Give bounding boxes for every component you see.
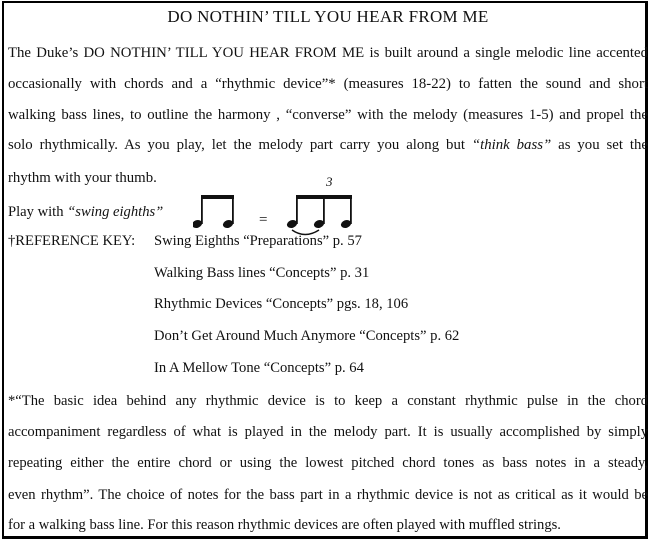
footnote-line-3: repeating either the entire chord or using the lowest pitched chord tones as bass notes in a steady, — [8, 455, 648, 471]
intro-line-5: rhythm with your thumb. — [8, 170, 157, 186]
footnote-line-5: for a walking bass line. For this reason rhythmic devices are often played with muffled strings. — [8, 517, 561, 533]
reference-key-heading: †REFERENCE KEY: — [8, 233, 136, 249]
reference-item: Walking Bass lines “Concepts” p. 31 — [154, 265, 370, 281]
swing-eighths-notation — [193, 193, 373, 238]
triplet-icon — [286, 195, 352, 235]
reference-item: Rhythmic Devices “Concepts” pgs. 18, 106 — [154, 296, 409, 312]
intro-line-4 — [8, 137, 648, 154]
intro-line-4-c: as you set the — [551, 137, 648, 153]
intro-line-2: occasionally with chords and a “rhythmic device”* (measures 18-22) to fatten the sound and short — [8, 76, 648, 92]
think-bass-phrase: “think bass” — [471, 137, 552, 153]
page-title: DO NOTHIN’ TILL YOU HEAR FROM ME — [167, 7, 489, 26]
reference-item: Swing Eighths “Preparations” p. 57 — [154, 233, 362, 249]
equals-sign: = — [259, 212, 268, 228]
triplet-number: 3 — [326, 174, 333, 189]
footnote-line-4: even rhythm”. The choice of notes for the bass part in a rhythmic device is not as critical as it would be — [8, 487, 648, 503]
swing-label — [8, 204, 163, 221]
beamed-eighths-icon — [193, 195, 234, 229]
footnote-line-2: accompaniment regardless of what is played in the melody part. It is usually accomplished by simply — [8, 424, 648, 440]
footnote-line-1: *“The basic idea behind any rhythmic device is to keep a constant rhythmic pulse in the chord — [8, 393, 648, 409]
intro-line-1: The Duke’s DO NOTHIN’ TILL YOU HEAR FROM ME is built around a single melodic line accented — [8, 45, 648, 61]
intro-line-3: walking bass lines, to outline the harmony , “converse” with the melody (measures 1-5) and propel the — [8, 107, 648, 123]
intro-line-4-a: solo rhythmically. As you play, let the melody part carry you along but — [8, 137, 472, 153]
reference-item: In A Mellow Tone “Concepts” p. 64 — [154, 360, 364, 376]
reference-item: Don’t Get Around Much Anymore “Concepts” p. 62 — [154, 328, 460, 344]
swing-eighths-phrase: “swing eighths” — [67, 204, 164, 220]
swing-label-prefix: Play with — [8, 204, 68, 220]
